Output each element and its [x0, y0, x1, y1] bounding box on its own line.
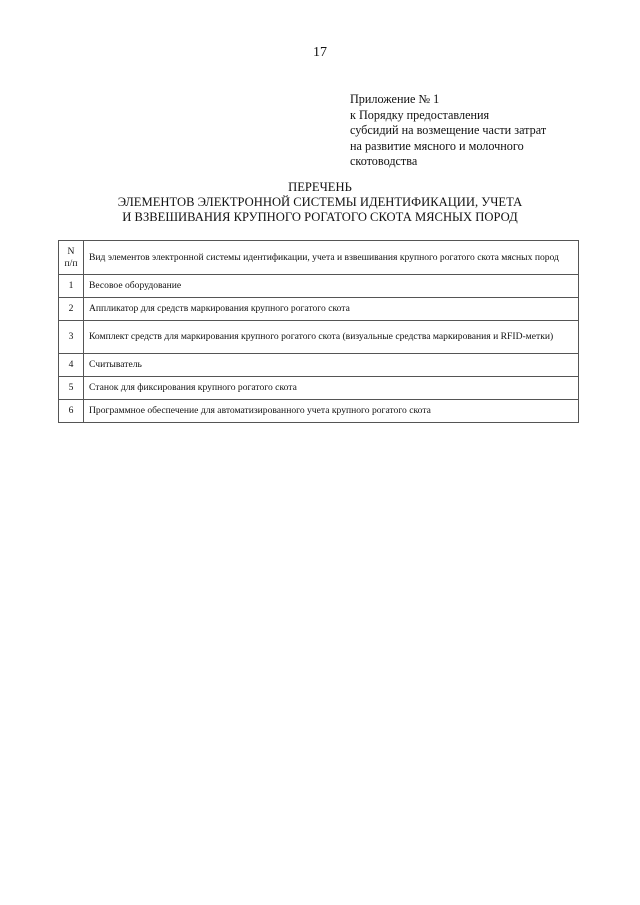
row-number: 4	[59, 354, 84, 377]
title-line: ЭЛЕМЕНТОВ ЭЛЕКТРОННОЙ СИСТЕМЫ ИДЕНТИФИКАЦИИ, УЧЕТА	[117, 195, 523, 209]
table-header-row	[59, 241, 579, 275]
appendix-line: скотоводства	[350, 154, 418, 168]
row-number: 2	[59, 298, 84, 321]
row-number: 5	[59, 377, 84, 400]
header-number-cell	[59, 241, 84, 275]
table-row	[59, 298, 579, 321]
row-text: Программное обеспечение для автоматизированного учета крупного рогатого скота	[84, 400, 579, 423]
appendix-line: субсидий на возмещение части затрат	[350, 123, 547, 137]
elements-table	[58, 240, 579, 423]
row-number: 1	[59, 275, 84, 298]
table-row	[59, 400, 579, 423]
appendix-line: Приложение № 1	[350, 92, 440, 106]
appendix-line: на развитие мясного и молочного	[350, 138, 524, 153]
header-description-cell: Вид элементов электронной системы идентификации, учета и взвешивания крупного рогатого скота мясных пород	[84, 241, 579, 275]
appendix-note	[350, 92, 590, 170]
page-number: 17	[313, 45, 327, 60]
row-text: Станок для фиксирования крупного рогатого скота	[84, 377, 579, 400]
row-text: Аппликатор для средств маркирования крупного рогатого скота	[84, 298, 579, 321]
title-line: И ВЗВЕШИВАНИЯ КРУПНОГО РОГАТОГО СКОТА МЯСНЫХ ПОРОД	[122, 210, 518, 224]
row-text: Считыватель	[84, 354, 579, 377]
title-line: ПЕРЕЧЕНЬ	[288, 180, 352, 194]
row-number: 6	[59, 400, 84, 423]
appendix-line: к Порядку предоставления	[350, 107, 490, 122]
header-number-sublabel: п/п	[64, 257, 78, 269]
row-number: 3	[59, 321, 84, 354]
document-title	[0, 180, 640, 225]
row-text: Комплект средств для маркирования крупного рогатого скота (визуальные средства маркирования и RFID-метки)	[84, 321, 579, 354]
table-row	[59, 321, 579, 354]
row-text: Весовое оборудование	[84, 275, 579, 298]
table-row	[59, 354, 579, 377]
table-row	[59, 377, 579, 400]
header-number-label: N	[67, 245, 75, 257]
table-row	[59, 275, 579, 298]
